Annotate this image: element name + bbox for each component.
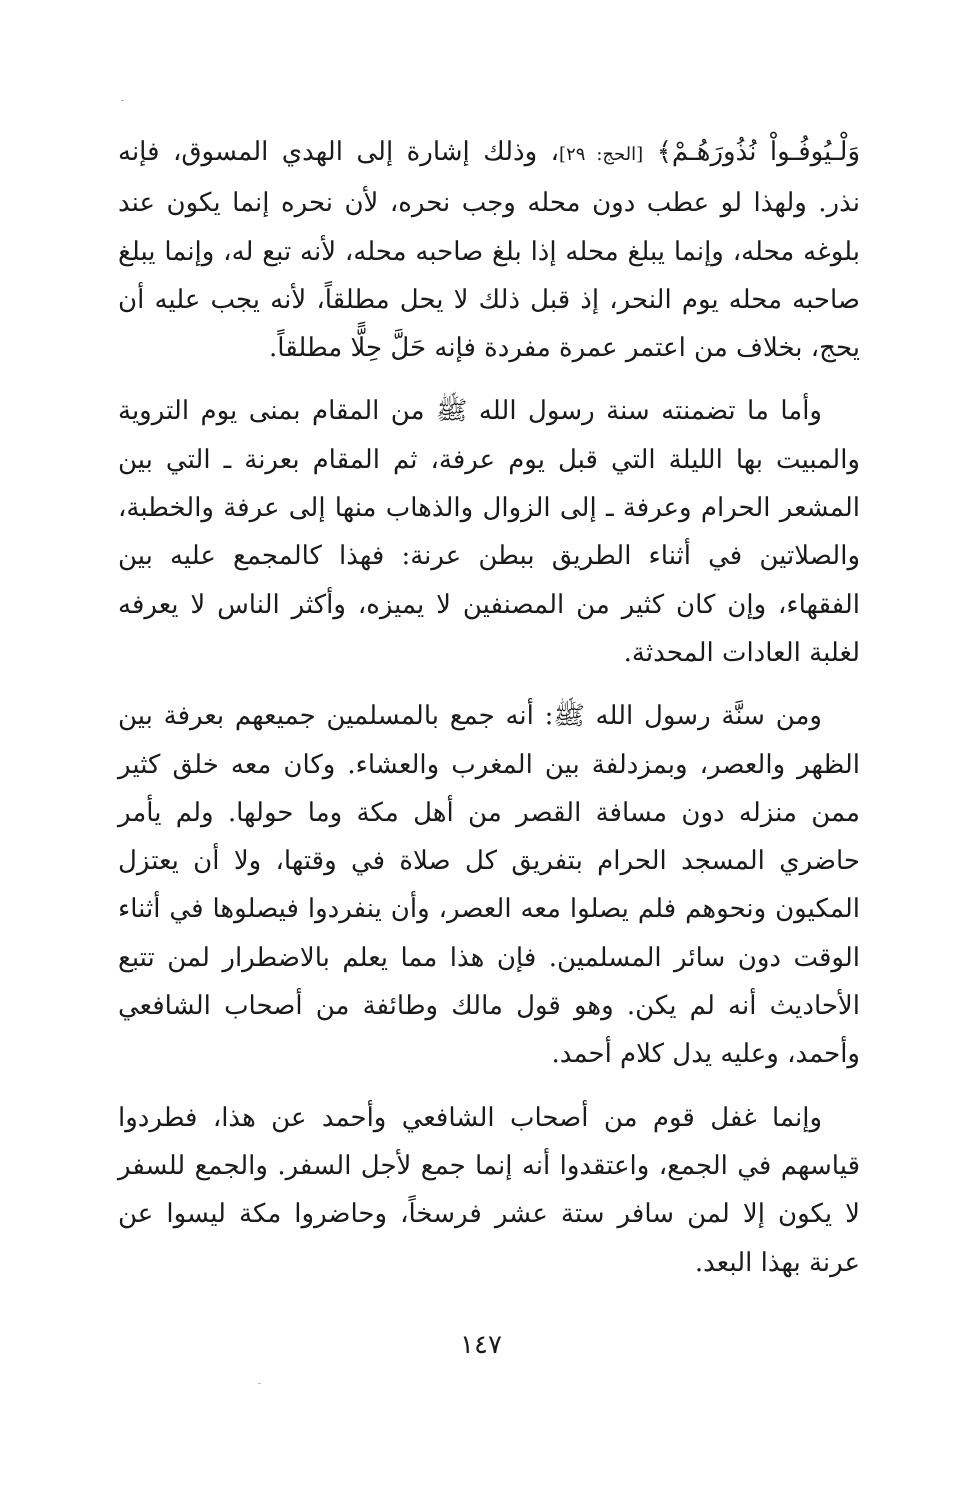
paragraph-3: ومن سنَّة رسول الله ﷺ: أنه جمع بالمسلمين جميعهم بعرفة بين الظهر والعصر، وبمزدلفة بين المغرب والعشاء. وكان معه خلق كثير ممن منزله دون مسافة القصر من أهل مكة وما حولها. ولم يأمر حاضري المسجد الحرام بتفريق كل صلاة في وقتها، ولا أن يعتزل المكيون ونحوهم فلم يصلوا معه العصر، وأن ينفردوا فيصلوها في أثناء الوقت دون سائر المسلمين. فإن هذا مما يعلم بالاضطرار لمن تتبع الأحاديث أنه لم يكن. وهو قول مالك وطائفة من أصحاب الشافعي وأحمد، وعليه يدل كلام أحمد. (118, 701, 860, 1070)
paragraph-1-text: ، وذلك إشارة إلى الهدي المسوق، فإنه نذر. ولهذا لو عطب دون محله وجب نحره، لأن نحره إنما يكون عند بلوغه محله، وإنما يبلغ محله إذا بلغ صاحبه محله، لأنه تبع له، وإنما يبلغ صاحبه محله يوم النحر، إذ قبل ذلك لا يحل مطلقاً، لأنه يجب عليه أن يحج، بخلاف من اعتمر عمرة مفردة فإنه حَلَّ حِلًّا مطلقاً. (118, 137, 860, 364)
paragraph-2: وأما ما تضمنته سنة رسول الله ﷺ من المقام بمنى يوم التروية والمبيت بها الليلة التي قبل يوم عرفة، ثم المقام بعرنة ـ التي بين المشعر الحرام وعرفة ـ إلى الزوال والذهاب منها إلى عرفة والخطبة، والصلاتين في أثناء الطريق ببطن عرنة: فهذا كالمجمع عليه بين الفقهاء، وإن كان كثير من المصنفين لا يميزه، وأكثر الناس لا يعرفه لغلبة العادات المحدثة. (118, 396, 860, 668)
scan-mark-top (121, 100, 124, 101)
body-text (118, 128, 860, 1302)
quran-verse: وَلْـيُوفُـواْ نُذُورَهُـمْ﴾ (656, 137, 860, 167)
scan-mark-bottom (258, 1383, 261, 1384)
page-number: ١٤٧ (460, 1330, 502, 1360)
paragraph-1 (118, 128, 860, 372)
paragraph-4: وإنما غفل قوم من أصحاب الشافعي وأحمد عن هذا، فطردوا قياسهم في الجمع، واعتقدوا أنه إنما جمع لأجل السفر. والجمع للسفر لا يكون إلا لمن سافر ستة عشر فرسخاً، وحاضروا مكة ليسوا عن عرنة بهذا البعد. (118, 1102, 860, 1278)
verse-reference: [الحج: ٢٩] (559, 144, 644, 165)
